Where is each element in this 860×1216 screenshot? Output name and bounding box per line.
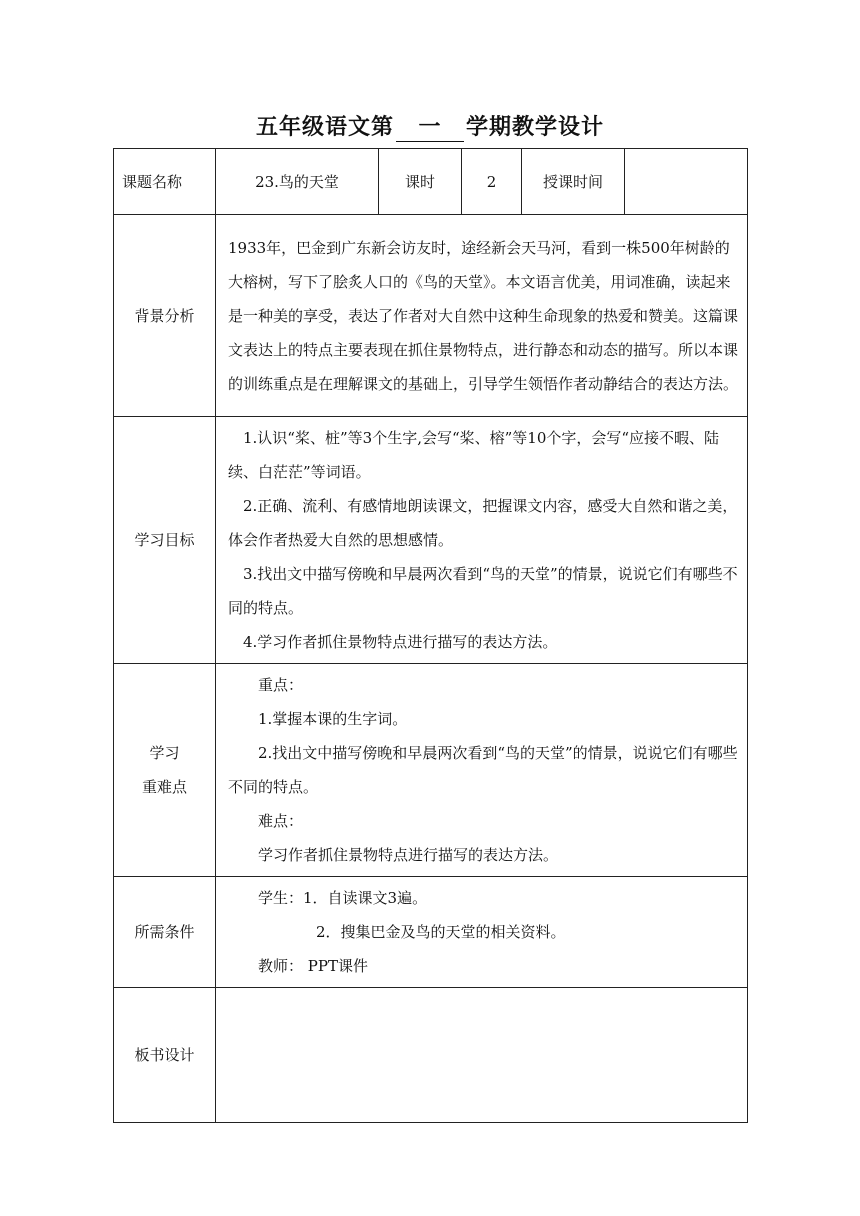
row-conditions <box>114 877 748 988</box>
student-condition-2: 2．搜集巴金及鸟的天堂的相关资料。 <box>316 923 566 941</box>
conditions-label: 所需条件 <box>114 877 216 988</box>
document-title <box>0 110 860 142</box>
objective-item: 2.正确、流利、有感情地朗读课文，把握课文内容，感受大自然和谐之美，体会作者热爱大自然的思想感情。 <box>228 497 738 549</box>
key-points-label-line1: 学习 <box>149 744 180 762</box>
objective-item: 4.学习作者抓住景物特点进行描写的表达方法。 <box>243 633 558 651</box>
topic-value: 23.鸟的天堂 <box>216 149 379 215</box>
key-item: 1.掌握本课的生字词。 <box>258 710 408 728</box>
title-suffix: 学期教学设计 <box>466 115 605 140</box>
objectives-list <box>216 417 748 664</box>
title-prefix: 五年级语文第 <box>255 115 394 140</box>
background-label: 背景分析 <box>114 215 216 417</box>
period-value: 2 <box>462 149 522 215</box>
topic-label: 课题名称 <box>114 149 216 215</box>
difficult-heading: 难点： <box>258 812 304 830</box>
objectives-label: 学习目标 <box>114 417 216 664</box>
time-value <box>625 149 748 215</box>
teacher-condition: 教师： PPT课件 <box>258 957 368 975</box>
key-points-label <box>114 664 216 877</box>
lesson-plan-table <box>113 148 748 1123</box>
board-content <box>216 988 748 1123</box>
key-points-content <box>216 664 748 877</box>
row-objectives <box>114 417 748 664</box>
difficult-text: 学习作者抓住景物特点进行描写的表达方法。 <box>258 846 559 864</box>
background-text <box>216 215 748 417</box>
row-topic <box>114 149 748 215</box>
period-label: 课时 <box>379 149 462 215</box>
student-condition: 学生：1．自读课文3遍。 <box>258 889 428 907</box>
objective-item: 3.找出文中描写傍晚和早晨两次看到“鸟的天堂”的情景，说说它们有哪些不同的特点。 <box>228 565 738 617</box>
key-item: 2.找出文中描写傍晚和早晨两次看到“鸟的天堂”的情景，说说它们有哪些不同的特点。 <box>228 744 738 796</box>
objective-item: 1.认识“桨、桩”等3个生字,会写“桨、榕”等10个字，会写“应接不暇、陆续、白茫茫”等词语。 <box>228 429 720 481</box>
key-points-label-line2: 重难点 <box>141 778 187 796</box>
time-label: 授课时间 <box>522 149 625 215</box>
title-blank-semester: 一 <box>396 110 464 142</box>
board-label: 板书设计 <box>114 988 216 1123</box>
conditions-content <box>216 877 748 988</box>
row-board <box>114 988 748 1123</box>
background-paragraph: 1933年，巴金到广东新会访友时，途经新会天马河，看到一株500年树龄的大榕树，写下了脍炙人口的《鸟的天堂》。本文语言优美，用词准确，读起来是一种美的享受，表达了作者对大自然中这种生命现象的热爱和赞美。这篇课文表达上的特点主要表现在抓住景物特点，进行静态和动态的描写。所以本课的训练重点是在理解课文的基础上，引导学生领悟作者动静结合的表达方法。 <box>228 238 739 393</box>
row-background <box>114 215 748 417</box>
key-heading: 重点： <box>258 676 304 694</box>
row-key-points <box>114 664 748 877</box>
